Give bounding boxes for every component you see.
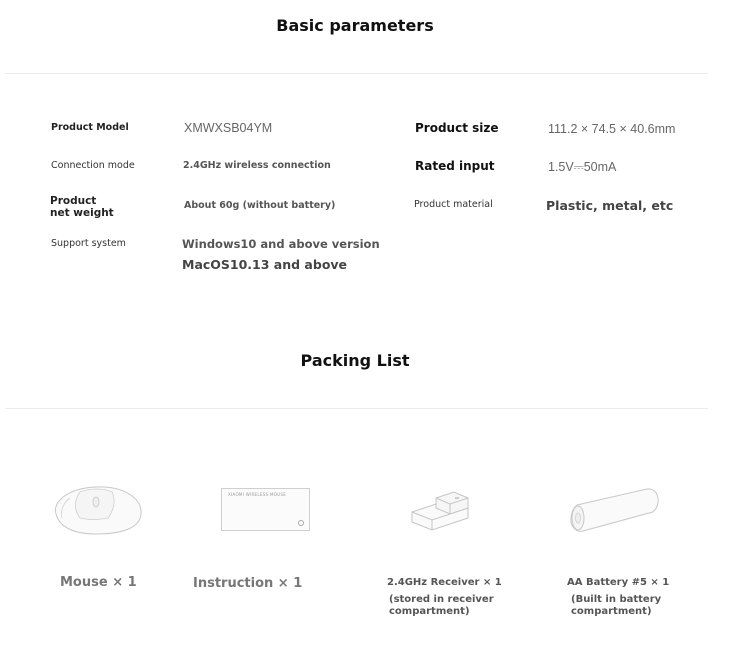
product-model-value: XMWXSB04YM — [184, 121, 273, 135]
battery-item-note: (Built in battery compartment) — [571, 594, 662, 617]
battery-icon — [567, 487, 661, 535]
product-material-value: Plastic, metal, etc — [546, 198, 674, 213]
receiver-item-name: 2.4GHz Receiver × 1 — [387, 577, 502, 588]
instruction-card-icon — [221, 488, 310, 531]
rated-input-label: Rated input — [415, 159, 495, 173]
product-material-label: Product material — [414, 199, 493, 210]
instruction-card-dot — [298, 520, 304, 526]
usb-receiver-icon — [410, 488, 472, 532]
net-weight-value: About 60g (without battery) — [184, 200, 336, 211]
connection-mode-label: Connection mode — [51, 160, 135, 171]
divider — [5, 73, 708, 74]
packing-list-title: Packing List — [300, 351, 410, 370]
product-size-label: Product size — [415, 121, 499, 135]
product-model-label: Product Model — [51, 122, 129, 133]
instruction-item-name: Instruction × 1 — [193, 576, 303, 591]
net-weight-label-line1: Product — [50, 195, 97, 207]
mouse-item-name: Mouse × 1 — [60, 575, 137, 590]
instruction-card-text: XIAOMI WIRELESS MOUSE — [228, 492, 287, 497]
net-weight-label-line2: net weight — [50, 207, 114, 219]
support-system-value-line2: MacOS10.13 and above — [182, 257, 348, 272]
battery-item-name: AA Battery #5 × 1 — [567, 577, 670, 588]
receiver-item-note: (stored in receiver compartment) — [389, 594, 494, 617]
mouse-icon — [50, 484, 144, 536]
rated-input-value: 1.5V⎓50mA — [548, 160, 617, 174]
support-system-label: Support system — [51, 238, 126, 249]
basic-parameters-title: Basic parameters — [276, 16, 434, 35]
product-size-value: 111.2 × 74.5 × 40.6mm — [548, 122, 676, 136]
divider — [5, 408, 708, 409]
connection-mode-value: 2.4GHz wireless connection — [183, 160, 331, 171]
support-system-value-line1: Windows10 and above version — [182, 237, 380, 251]
